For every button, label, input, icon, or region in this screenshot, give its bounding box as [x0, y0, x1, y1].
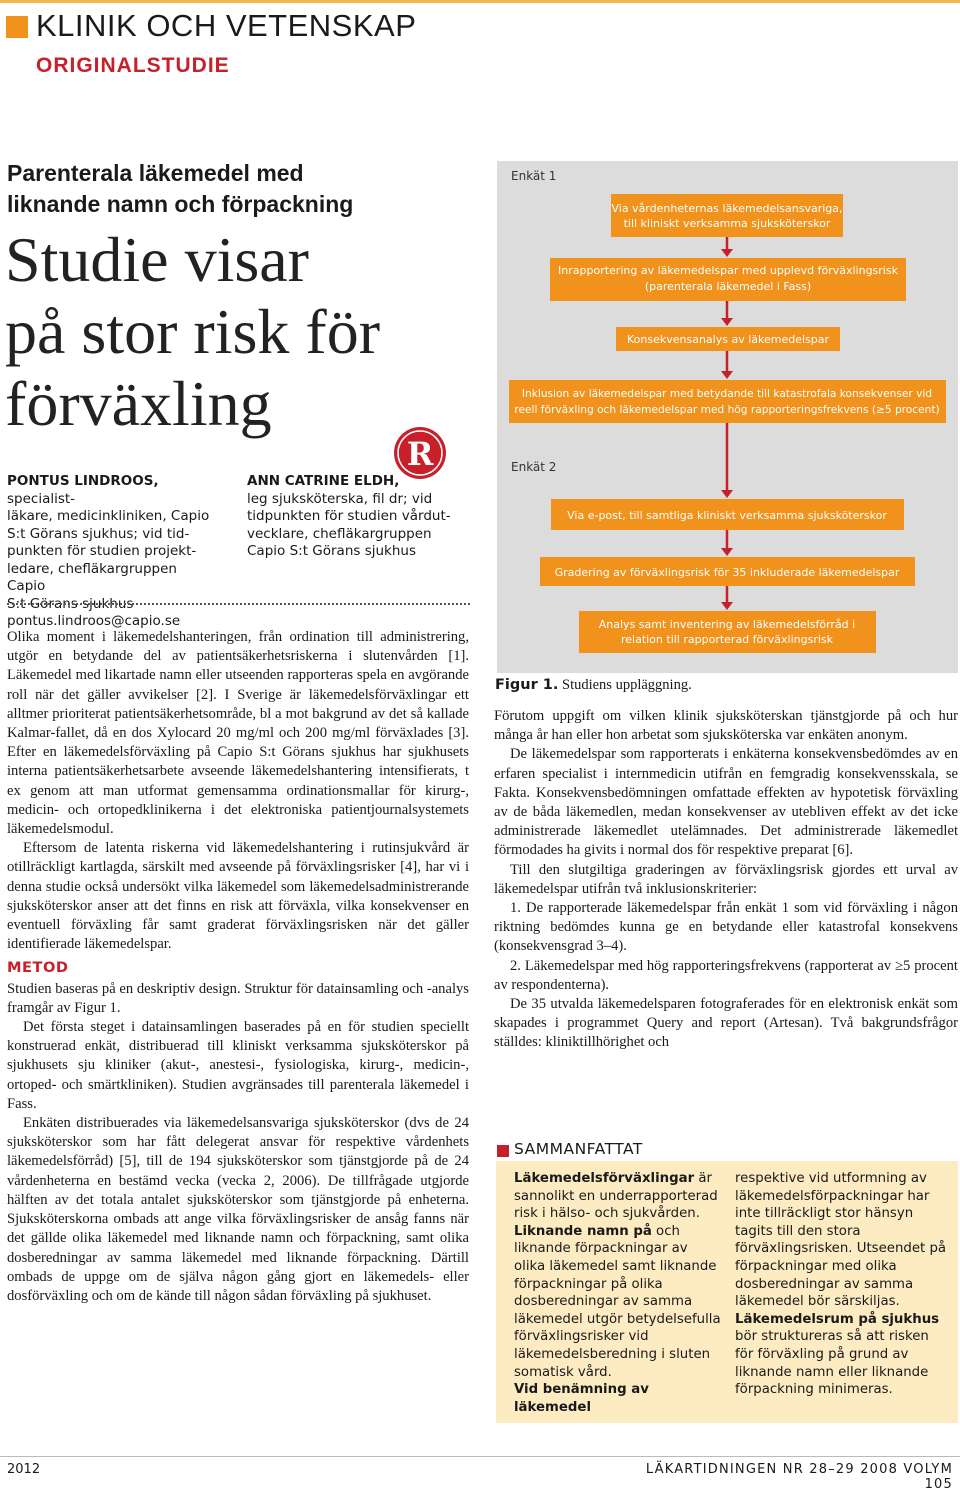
author-email[interactable]: pontus.lindroos@capio.se [7, 613, 181, 629]
summary-text: och liknande förpackningar av olika läkemedel samt liknande förpackningar på olika dosberedningar av samma läkemedel utgör betydelsefulla förväxlingsrisker vid läkemedelsberedning i sluten somatisk vård. [514, 1223, 721, 1380]
flow-box-text: Konsekvensanalys av läkemedelspar [626, 333, 830, 346]
flow-box-text: Via vårdenheternas läkemedelsansvariga, [611, 202, 843, 215]
survey-1-label: Enkät 1 [511, 169, 557, 183]
author-affiliation: specialist- [7, 490, 76, 507]
body-paragraph: Till den slutgiltiga graderingen av förväxlingsrisk gjordes ett urval av läkemedelspar utifrån två inklusionskriterier: [494, 861, 958, 897]
summary-bold: Läkemedelsrum på sjukhus [735, 1311, 940, 1327]
summary-item [514, 1170, 722, 1223]
flow-box-4 [509, 380, 946, 423]
headline-line: Studie visar [5, 224, 309, 295]
flow-box-text: till kliniskt verksamma sjuksköterskor [623, 217, 831, 230]
body-column-left [7, 628, 469, 1306]
section-marker-square [6, 16, 28, 38]
author-affiliation: vecklare, chefläkargruppen [247, 525, 432, 542]
body-paragraph: Studien baseras på en deskriptiv design. Struktur för datainsamling och -analys framgår av Figur 1. [7, 980, 469, 1016]
flow-box-text: relation till rapporterad förväxlingsrisk [620, 633, 834, 646]
body-paragraph: Förutom uppgift om vilken klinik sjuksköterskan tjänstgjorde på och hur många år han eller hon arbetat som sjuksköterska var enkäten anonym. [494, 708, 958, 744]
flow-box-text: Inrapportering av läkemedelspar med upplevd förväxlingsrisk [558, 264, 898, 277]
author-affiliation: läkare, medicinkliniken, Capio [7, 508, 210, 524]
summary-item [514, 1381, 722, 1416]
headline-line: förväxling [5, 368, 272, 439]
author-divider [7, 603, 470, 605]
author-affiliation: Capio S:t Görans sjukhus [247, 543, 417, 559]
section-title: KLINIK OCH VETENSKAP [36, 8, 417, 43]
flow-box-text: Via e-post, till samtliga kliniskt verksamma sjuksköterskor [567, 509, 887, 522]
summary-column-right [735, 1170, 947, 1399]
headline-line: på stor risk för [5, 296, 381, 367]
arrow-head [721, 602, 733, 610]
kicker-line: liknande namn och förpackning [7, 191, 354, 217]
author-block-2 [247, 473, 465, 561]
summary-text: bör struktureras så att risken för förväxling på grund av liknande namn eller liknande förpackning minimeras. [735, 1329, 929, 1398]
author-affiliation: tidpunkten för studien vårdut- [247, 508, 451, 524]
summary-bold: Läkemedelsförväxlingar [514, 1171, 695, 1186]
arrow-head [721, 490, 733, 498]
figure-caption [495, 677, 692, 694]
article-headline [5, 224, 475, 440]
list-item: 1. De rapporterade läkemedelspar från enkät 1 som vid förväxling i någon riktning bedömdes kunna ge en betydande eller katastrofal konsekvens (konsekvensgrad 3–4). [494, 900, 958, 955]
author-affiliation: ledare, chefläkargruppen Capio [7, 560, 177, 594]
summary-item [735, 1170, 947, 1311]
footer-rule [0, 1456, 960, 1457]
figure-caption-label: Figur 1. [495, 677, 559, 693]
body-paragraph: De läkemedelspar som rapporterats i enkäterna konsekvensbedömdes av en erfaren specialist i internmedicin utifrån en femgradig konsekvensskala, se Fakta. Konsekvensbedömningen omfattade effekten av hypotetisk förväxling av de båda läkemedlen, medan konsekvenser av utebliven effekt av det icke administrerade läkemedlet utelämnades. Det administrerade läkemedlet förmodades ha givits i normal dos för respektive preparat [6]. [494, 746, 958, 859]
flow-box-1 [611, 194, 843, 237]
list-item: 2. Läkemedelspar med hög rapporteringsfrekvens (rapporterat av ≥5 procent av respondenterna). [494, 957, 958, 993]
body-paragraph: Enkäten distribuerades via läkemedelsansvariga sjuksköterskor (dvs de 24 sjuksköterskor som har fått delegerat ansvar för respektive vårdenhets läkemedelsförråd) [5], till de 194 sjuksköterskor som tjänstgjorde på de 24 vårdenheterna en bestämd vecka (vecka 2, 2006). De tillfrågade utgjorde hälften av det totala antalet sjuksköterskor som tjänstgjorde på enheterna. Sjuksköterskorna ombads att ange vilka förväxlingsrisker de ansåg fanns när det gällde olika läkemedel med liknande namn och förpackning, samt olika dosberedningar av samma läkemedel med liknande förpackning. Därtill ombads de uppge om de själva någon gång gjort en läkemedels- eller dosförväxling och om de kände till någon sådan förväxling på sjukhuset. [7, 1115, 469, 1304]
article-kicker [7, 158, 447, 220]
body-paragraph: Eftersom de latenta riskerna vid läkemedelshantering i rutinsjukvård är otillräckligt kartlagda, särskilt med avseende på förväxlingsrisker [4], har vi i denna studie också undersökt vilka läkemedel som läkemedelsadministrerande sjuksköterskor anser att det finns en risk att förväxla, vilka konsekvenser en eventuell förväxling får samt graderat förväxlingsrisken när det gäller identifierade läkemedelspar. [7, 840, 469, 953]
author-affiliation: S:t Görans sjukhus; vid tid- [7, 525, 190, 542]
body-paragraph: Det första steget i datainsamlingen baserades på en för studien speciellt konstruerad enkät, distribuerad till kliniskt verksamma sjuksköterskor på sjukhusets sju kliniker (akut-, anestesi-, fysiologiska, kirurg-, medicin-, ortoped- och smärtkliniken). Studien avgränsades till parenterala läkemedel i Fass. [7, 1019, 469, 1112]
body-column-right [494, 707, 958, 1053]
kicker-line: Parenterala läkemedel med [7, 160, 304, 186]
logo-letter: R [406, 435, 434, 473]
survey-2-label: Enkät 2 [511, 460, 557, 474]
summary-bold: Liknande namn på [514, 1223, 652, 1239]
flow-box-text: reell förväxling och läkemedelspar med hög rapporteringsfrekvens (≥5 procent) [514, 404, 940, 416]
arrow-head [721, 249, 733, 257]
body-paragraph: Olika moment i läkemedelshanteringen, från ordination till administrering, utgör en betydande del av patientsäkerhetsriskerna i slutenvården [1]. Läkemedel med likartade namn eller utseenden rapporteras spela en avgörande roll när det gäller avvikelser [2]. I Sverige är läkemedelsförväxlingar ett alltmer prioriterat patientsäkerhetsområde, bl a mot bakgrund av det så kallade Kalmar-fallet, då en dos Xylocard 20 mg/ml och 200 mg/ml förväxlades [3]. Efter en läkemedelsförväxling på Capio S:t Görans sjukhus har sjukhusets interna patientsäkerhetsarbete avseende läkemedelshantering intensifierats, t ex genom att man utformat gemensamma ordinationsmallar för kirurg-, medicin- och ortopedklinikerna i det elektroniska patientjournalsystemets läkemedelsmodul. [7, 629, 469, 838]
arrow-head [721, 318, 733, 326]
summary-text: är sannolikt en underrapporterad risk i hälso- och sjukvården. [514, 1171, 718, 1222]
body-paragraph: De 35 utvalda läkemedelsparen fotograferades för en elektronisk enkät som skapades i programmet Query and report (Artesan). Två bakgrundsfrågor ställdes: kliniktillhörighet och [494, 996, 958, 1051]
flow-box-text: Inklusion av läkemedelspar med betydande till katastrofala konsekvenser vid [521, 388, 933, 400]
author-name: ANN CATRINE ELDH, [247, 473, 400, 489]
author-name: PONTUS LINDROOS, [7, 473, 159, 489]
subsection-title: ORIGINALSTUDIE [36, 54, 230, 77]
summary-bold: Vid benämning av läkemedel [514, 1382, 649, 1415]
author-affiliation: S:t Görans sjukhus [7, 595, 134, 612]
figure-caption-text: Studiens uppläggning. [558, 677, 692, 693]
summary-marker-square [497, 1145, 509, 1157]
summary-title: SAMMANFATTAT [514, 1140, 643, 1158]
arrow-head [721, 371, 733, 379]
summary-item [735, 1311, 947, 1399]
footer-year: 2012 [7, 1462, 41, 1477]
author-affiliation: leg sjuksköterska, fil dr; vid [247, 490, 433, 507]
summary-item [514, 1223, 722, 1381]
footer-journal: LÄKARTIDNINGEN NR 28–29 2008 VOLYM 105 [645, 1462, 953, 1492]
flow-box-text: Gradering av förväxlingsrisk för 35 inkluderade läkemedelspar [554, 566, 900, 579]
flow-box-text: Analys samt inventering av läkemedelsförråd i [598, 618, 856, 631]
header-top-rule [0, 0, 960, 3]
study-design-flowchart [497, 161, 958, 673]
summary-column-left [514, 1170, 722, 1416]
summary-text: respektive vid utformning av läkemedelsförpackningar har inte tillräckligt stor hänsyn tagits till den stora förväxlingsrisken. Utseendet på förpackningar med olika dosberedningar av samma läkemedel bör särskiljas. [735, 1171, 947, 1310]
section-heading-metod: METOD [7, 959, 69, 977]
author-block-1 [7, 473, 219, 631]
author-affiliation: punkten för studien projekt- [7, 543, 197, 559]
flow-box-text: (parenterala läkemedel i Fass) [644, 280, 812, 293]
arrow-head [721, 548, 733, 556]
